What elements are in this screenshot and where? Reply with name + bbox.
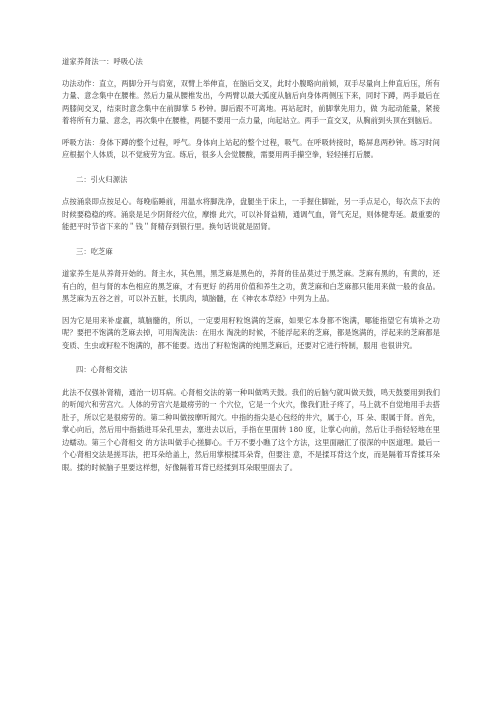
section2-paragraph1: 点按涌泉即点按足心。每晚临睡前，用温水将脚洗净，盘腿坐于床上，一手握住脚趾，另一手点足心，每次点下去的时候要稳稳的疼。涌泉是足少阴肾经穴位，摩擦 此穴，可以补肾益精，通调气血，肾气充足，则体健寿延。最重要的能把平时节省下来的＂钱＂肾精存到银行里。换句话说就是固肾。 (62, 197, 440, 231)
section4-paragraph1: 此法不仅强补肾精，通治一切耳病。心肾相交法的第一种叫做鸣天鼓。我们的后脑勺就叫做天鼓，鸣天鼓要用到我们的听闻穴和劳宫穴。人体的劳宫穴是最痨劳的一 个穴位，它是一个火穴，像我们肚子疼了，马上就不自觉地用手去搭肚子，所以它是很痨劳的。第二种叫做按摩听闻穴。中指的指尖是心包经的井穴，属于心，耳 朵、眼属于肾。首先，掌心向后，然后用中指插进耳朵孔里去，塞进去以后，手指在里面转 180 度，让掌心向前，然后让手指轻轻地在里边蠕动。第三个心肾相交 的方法叫做手心搓脚心。千万不要小瞧了这个方法，这里面融汇了很深的中医道理。最后一个心肾相交法是搓耳法，把耳朵给盖上，然后用掌根揉耳朵背，但要注 意，不是揉耳背这个皮，而是隔着耳背揉耳朵眼。揉的时候脑子里要这样想，好像隔着耳背已经揉到耳朵眼里面去了。 (62, 387, 440, 472)
section1-paragraph2: 呼吸方法：身体下蹲的整个过程，呼气。身体向上站起的整个过程，吸气。在呼吸转接时，略屏息两秒钟。练习时间应根据个人体质，以不觉疲劳为宜。练后，很多人会觉腰酸，需要用两手攥空拳，轻轻捶打后腰。 (62, 137, 440, 159)
section2-heading: 二：引火归源法 (76, 174, 128, 184)
section3-heading: 三：吃芝麻 (76, 246, 113, 256)
document-body (62, 56, 440, 474)
section1-paragraph1: 功法动作：直立，两脚分开与肩宽，双臂上举伸直，在脑后交叉，此时小腹略向前倾，双手尽量向上伸直后压，所有力量、意念集中在腰椎。然后力量从腰椎发出，今两臂以最大弧度从脑后向身体两侧压下来，同时下蹲，两手最后在两膝间交叉，结束时意念集中在前脚掌 5 秒钟。脚后跟不可离地。再站起时，前脚掌先用力，做 为起动能量，紧接着将所有力量、意念，再次集中在腰椎，两腿不要用一点力量，向起站立。两手一直交叉，从胸前到头顶在到脑后。 (62, 78, 440, 125)
section3-paragraph1: 道家养生是从养肾开始的。肾主水，其色黑，黑芝麻是黑色的，养肾的佳品莫过于黑芝麻。芝麻有黑的，有黄的，还有白的，但与肾的本色相应的黑芝麻，才有更好 的药用价值和养生之功，黄芝麻和白芝麻都只能用来做一般的食品。黑芝麻为五谷之首，可以补五脏，长肌肉，填脑髓，在《神农本草经》中列为上品。 (62, 269, 440, 303)
section1-heading: 道家养肾法一：呼吸心法 (62, 57, 143, 66)
section3-paragraph2: 因为它是用来补虚羸，填脑髓的，所以，一定要用籽粒饱满的芝麻，如果它本身都不饱满，哪能指望它有填补之功呢？要把不饱满的芝麻去掉，可用淘洗法：在用水 淘洗的时候，不能浮起来的芝麻，都是饱满的，浮起来的芝麻都是变质、生虫或籽粒不饱满的，都不能要。选出了籽粒饱满的纯黑芝麻后，还要对它进行特制，服用 也很讲究。 (62, 315, 440, 350)
section4-heading: 四：心肾相交法 (76, 365, 128, 374)
